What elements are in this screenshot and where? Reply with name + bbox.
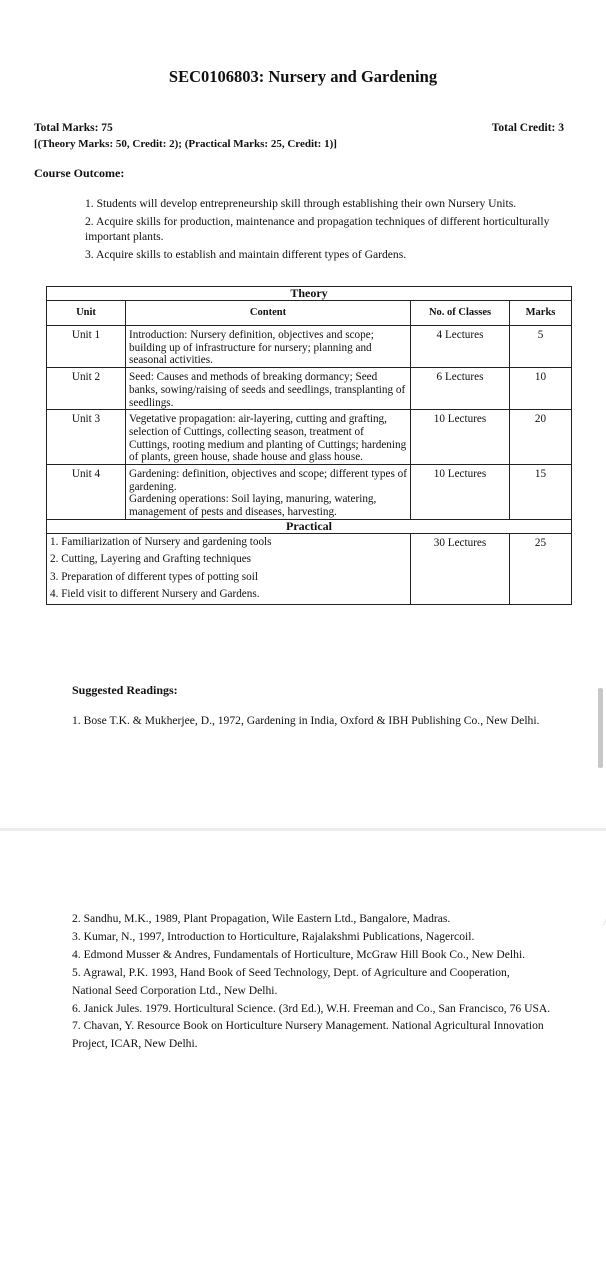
unit-cell: Unit 3 bbox=[47, 410, 126, 465]
table-row bbox=[47, 326, 572, 368]
header-unit: Unit bbox=[47, 301, 126, 326]
practical-item: 1. Familiarization of Nursery and gardening tools bbox=[50, 535, 272, 548]
reading-item: 4. Edmond Musser & Andres, Fundamentals of Horticulture, McGraw Hill Book Co., New Delhi. bbox=[72, 947, 526, 961]
header-classes: No. of Classes bbox=[411, 301, 510, 326]
classes-cell: 6 Lectures bbox=[411, 368, 510, 410]
content-cell: Introduction: Nursery definition, objectives and scope; building up of infrastructure for nursery; planning and seasonal activities. bbox=[126, 326, 411, 368]
header-content: Content bbox=[126, 301, 411, 326]
page-title: SEC0106803: Nursery and Gardening bbox=[168, 67, 438, 86]
practical-item: 4. Field visit to different Nursery and Gardens. bbox=[50, 588, 260, 601]
reading-item: 6. Janick Jules. 1979. Horticultural Science. (3rd Ed.), W.H. Freeman and Co., San Francisco, 76 USA. bbox=[72, 1001, 551, 1015]
unit-cell: Unit 2 bbox=[47, 368, 126, 410]
total-credit: Total Credit: 3 bbox=[491, 122, 564, 134]
total-marks: Total Marks: 75 bbox=[34, 122, 113, 134]
practical-marks: 25 bbox=[510, 533, 572, 604]
theory-heading: Theory bbox=[47, 287, 572, 301]
content-text: Gardening: definition, objectives and scope; different types of gardening. bbox=[129, 468, 407, 493]
table-header-row bbox=[47, 301, 572, 326]
classes-cell: 4 Lectures bbox=[411, 326, 510, 368]
marks-credit-row bbox=[34, 122, 564, 136]
practical-row bbox=[47, 533, 572, 604]
content-cell bbox=[126, 465, 411, 520]
outcome-item: 1. Students will develop entrepreneurship skill through establishing their own Nursery Units. bbox=[85, 197, 517, 210]
practical-item: 3. Preparation of different types of potting soil bbox=[50, 570, 258, 583]
unit-cell: Unit 1 bbox=[47, 326, 126, 368]
practical-heading: Practical bbox=[47, 519, 572, 533]
reading-item: 5. Agrawal, P.K. 1993, Hand Book of Seed Technology, Dept. of Agriculture and Cooperation, National Seed Corporation Ltd., New Delhi. bbox=[72, 965, 510, 997]
marks-cell: 15 bbox=[510, 465, 572, 520]
marks-cell: 5 bbox=[510, 326, 572, 368]
table-row bbox=[47, 465, 572, 520]
content-text: Gardening operations: Soil laying, manuring, watering, management of pests and diseases, harvesting. bbox=[129, 493, 377, 519]
content-cell: Vegetative propagation: air-layering, cutting and grafting, selection of Cuttings, collecting season, treatment of Cuttings, rooting medium and planting of Cuttings; hardening of plants, green house, shade house and glass house. bbox=[126, 410, 411, 465]
reading-item: 7. Chavan, Y. Resource Book on Horticulture Nursery Management. National Agricultural Innovation Project, ICAR, New Delhi. bbox=[72, 1019, 544, 1051]
marks-cell: 10 bbox=[510, 368, 572, 410]
syllabus-table bbox=[46, 286, 572, 605]
table-row bbox=[47, 410, 572, 465]
readings-list bbox=[72, 910, 552, 1053]
practical-classes: 30 Lectures bbox=[411, 533, 510, 604]
page-break bbox=[0, 828, 606, 831]
course-outcome-list bbox=[85, 196, 575, 264]
practical-list bbox=[47, 533, 411, 604]
page-edge bbox=[596, 777, 606, 927]
unit-cell: Unit 4 bbox=[47, 465, 126, 520]
course-outcome-heading: Course Outcome: bbox=[34, 166, 125, 180]
practical-item: 2. Cutting, Layering and Grafting techniques bbox=[50, 553, 252, 566]
classes-cell: 10 Lectures bbox=[411, 465, 510, 520]
scrollbar[interactable] bbox=[598, 688, 603, 768]
suggested-readings-heading: Suggested Readings: bbox=[72, 683, 178, 697]
outcome-item: 3. Acquire skills to establish and maintain different types of Gardens. bbox=[85, 247, 407, 261]
marks-cell: 20 bbox=[510, 410, 572, 465]
outcome-item: 2. Acquire skills for production, maintenance and propagation techniques of different horticulturally important plants. bbox=[85, 214, 550, 243]
reading-item: 2. Sandhu, M.K., 1989, Plant Propagation, Wile Eastern Ltd., Bangalore, Madras. bbox=[72, 912, 451, 925]
marks-breakdown: [(Theory Marks: 50, Credit: 2); (Practical Marks: 25, Credit: 1)] bbox=[34, 138, 337, 150]
table-row bbox=[47, 368, 572, 410]
reading-item: 3. Kumar, N., 1997, Introduction to Horticulture, Rajalakshmi Publications, Nagercoil. bbox=[72, 929, 475, 943]
reading-item: 1. Bose T.K. & Mukherjee, D., 1972, Gardening in India, Oxford & IBH Publishing Co., New Delhi. bbox=[72, 714, 540, 727]
header-marks: Marks bbox=[510, 301, 572, 326]
content-cell: Seed: Causes and methods of breaking dormancy; Seed banks, sowing/raising of seeds and seedlings, transplanting of seedlings. bbox=[126, 368, 411, 410]
classes-cell: 10 Lectures bbox=[411, 410, 510, 465]
